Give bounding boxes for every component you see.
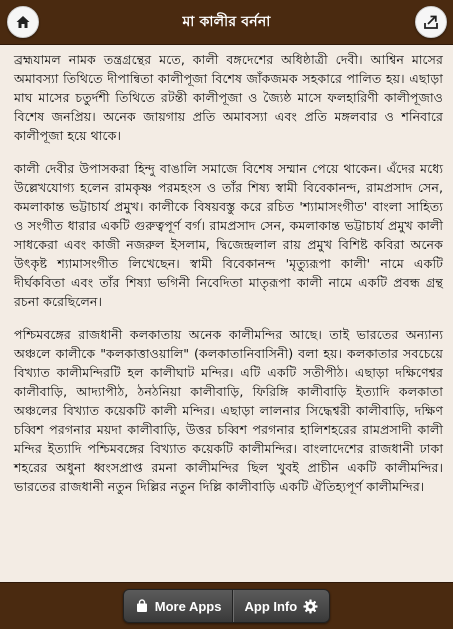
article-content bbox=[0, 44, 453, 583]
article-paragraph: কালী দেবীর উপাসকরা হিন্দু বাঙালি সমাজে বিশেষ সম্মান পেয়ে থাকেন। এঁদের মধ্যে উল্লেখযোগ্য হলেন রামকৃষ্ণ পরমহংস ও তাঁর শিষ্য স্বামী বিবেকানন্দ, রামপ্রসাদ সেন, কমলাকান্ত ভট্টাচার্য প্রমুখ। কালীকে বিষয়বস্তু করে রচিত 'শ্যামাসংগীত' বাংলা সাহিত্য ও সংগীত ধারার একটি গুরুত্বপূর্ণ বর্গ। রামপ্রসাদ সেন, কমলাকান্ত ভট্টাচার্য প্রমুখ কালী সাধকেরা এবং কাজী নজরুল ইসলাম, দ্বিজেন্দ্রলাল রায় প্রমুখ বিশিষ্ট কবিরা অনেক উৎকৃষ্ট শ্যামাসংগীত লিখেছেন। স্বামী বিবেকানন্দ 'মৃত্যুরূপা কালী' নামে একটি দীর্ঘকবিতা এবং তাঁর শিষ্যা ভগিনী নিবেদিতা মাতৃরূপা কালী নামে একটি প্রবন্ধ গ্রন্থ রচনা করেছিলেন। bbox=[14, 161, 443, 309]
share-button[interactable] bbox=[415, 6, 447, 38]
more-apps-button[interactable] bbox=[124, 590, 233, 622]
article-paragraph: ব্রহ্মযামল নামক তন্ত্রগ্রন্থের মতে, কালী বঙ্গদেশের অধিষ্ঠাত্রী দেবী। আশ্বিন মাসের অমাবস্যা তিথিতে দীপান্বিতা কালীপূজা বিশেষ জাঁকজমক সহকারে পালিত হয়। এছাড়া মাঘ মাসের চতুর্দশী তিথিতে রটন্তী কালীপূজা ও জ্যৈষ্ঠ মাসে ফলহারিণী কালীপূজাও বিশেষ জনপ্রিয়। অনেক জায়গায় প্রতি অমাবস্যা এবং প্রতি মঙ্গলবার ও শনিবারে কালীপূজা হয়ে থাকে। bbox=[14, 52, 443, 143]
home-icon bbox=[15, 14, 31, 30]
footer-button-group bbox=[123, 589, 330, 623]
page-title: মা কালীর বর্ননা bbox=[182, 14, 271, 30]
app-info-label: App Info bbox=[244, 598, 298, 614]
article-paragraph: পশ্চিমবঙ্গের রাজধানী কলকাতায় অনেক কালীমন্দির আছে। তাই ভারতের অন্যান্য অঞ্চলে কালীকে "কলকাত্তাওয়ালি" (কলকাতানিবাসিনী) বলা হয়। কলকাতার সবচেয়ে বিখ্যাত কালীমন্দিরটি হল কালীঘাট মন্দির। এটি একটি সতীপীঠ। এছাড়া দক্ষিণেশ্বর কালীবাড়ি, আদ্যাপীঠ, ঠনঠনিয়া কালীবাড়ি, ফিরিঙ্গি কালীবাড়ি ইত্যাদি কলকাতা অঞ্চলের বিখ্যাত কয়েকটি কালী মন্দির। এছাড়া লালনার সিদ্ধেশ্বরী কালীবাড়ি, দক্ষিণ চব্বিশ পরগনার ময়দা কালীবাড়ি, উত্তর চব্বিশ পরগনার হালিশহরের রামপ্রসাদী কালী মন্দির ইত্যাদি পশ্চিমবঙ্গের বিখ্যাত কয়েকটি কালীমন্দির। বাংলাদেশের রাজধানী ঢাকা শহরের অধুনা ধ্বংসপ্রাপ্ত রমনা কালীমন্দির ছিল খুবই প্রাচীন একটি কালীমন্দির। ভারতের রাজধানী নতুন দিল্লির নতুন দিল্লি কালীবাড়ি একটি ঐতিহ্যপূর্ণ কালীমন্দির। bbox=[14, 327, 443, 494]
home-button[interactable] bbox=[7, 6, 39, 38]
header-bar bbox=[0, 0, 453, 45]
share-icon bbox=[423, 14, 439, 30]
more-apps-label: More Apps bbox=[154, 598, 222, 614]
gear-icon bbox=[303, 599, 318, 614]
footer-bar bbox=[0, 582, 453, 629]
shopping-bag-icon bbox=[135, 599, 149, 613]
app-info-button[interactable] bbox=[232, 590, 329, 622]
